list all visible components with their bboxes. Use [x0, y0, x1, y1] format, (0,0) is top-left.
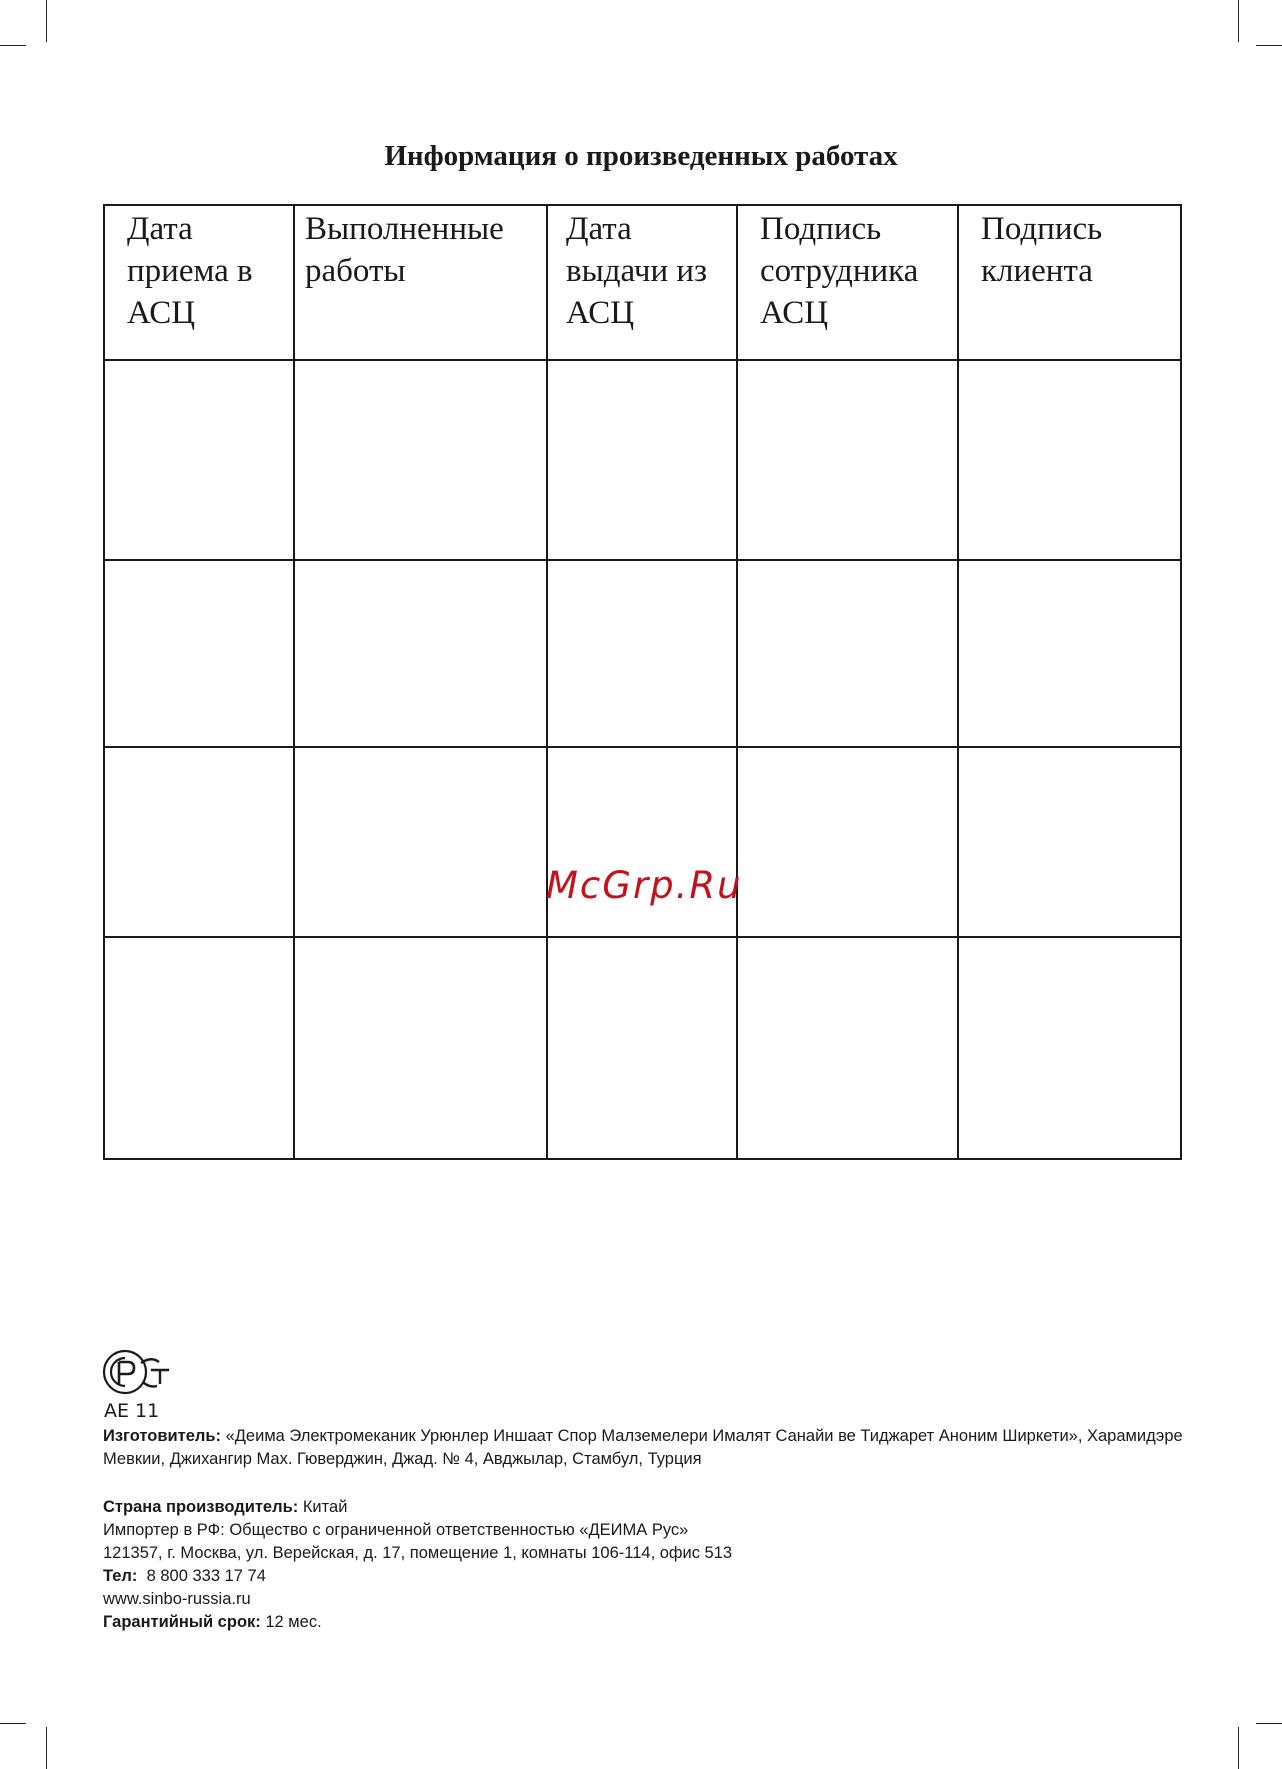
- crop-mark: [1256, 1723, 1282, 1724]
- country-label: Страна производитель:: [103, 1498, 299, 1516]
- table-cell[interactable]: [294, 747, 547, 937]
- table-cell[interactable]: [958, 560, 1181, 747]
- works-table: [103, 204, 1182, 1160]
- table-cell[interactable]: [547, 937, 737, 1159]
- phone-value: 8 800 333 17 74: [137, 1567, 266, 1585]
- manufacturer-line-2: Мевкии, Джихангир Мах. Гюверджин, Джад. № 4, Авджылар, Стамбул, Турция: [103, 1450, 702, 1468]
- pct-certification-icon: [101, 1346, 177, 1398]
- phone-line: [103, 1565, 1193, 1588]
- warranty-value: 12 мес.: [260, 1613, 322, 1631]
- table-cell[interactable]: [104, 560, 294, 747]
- header-work-done: Выполненные работы: [294, 205, 547, 360]
- manufacturer-line-1: [103, 1425, 1193, 1448]
- crop-mark: [1238, 0, 1239, 42]
- table-cell[interactable]: [294, 937, 547, 1159]
- table-cell[interactable]: [958, 937, 1181, 1159]
- table-cell[interactable]: [547, 747, 737, 937]
- certification-code: AE 11: [104, 1400, 160, 1422]
- table-row: [104, 937, 1181, 1159]
- country-value: Китай: [298, 1498, 348, 1516]
- table-cell[interactable]: [104, 360, 294, 560]
- country-line: [103, 1496, 1193, 1519]
- manufacturer-info: [103, 1425, 1193, 1634]
- table-cell[interactable]: [737, 360, 958, 560]
- warranty-label: Гарантийный срок:: [103, 1613, 261, 1631]
- header-staff-signature: Подпись сотрудника АСЦ: [737, 205, 958, 360]
- table-header-row: [104, 205, 1181, 360]
- crop-mark: [1256, 45, 1282, 46]
- table-row: [104, 560, 1181, 747]
- table-cell[interactable]: [547, 360, 737, 560]
- header-date-issued: Дата выдачи из АСЦ: [547, 205, 737, 360]
- watermark: McGrp.Ru: [546, 864, 743, 907]
- phone-label: Тел:: [103, 1567, 138, 1585]
- crop-mark: [0, 45, 26, 46]
- table-cell[interactable]: [737, 937, 958, 1159]
- header-date-received: Дата приема в АСЦ: [104, 205, 294, 360]
- address-line: 121357, г. Москва, ул. Верейская, д. 17, помещение 1, комнаты 106-114, офис 513: [103, 1544, 733, 1562]
- table-cell[interactable]: [547, 560, 737, 747]
- table-cell[interactable]: [737, 560, 958, 747]
- crop-mark: [46, 1727, 47, 1769]
- table-row: [104, 360, 1181, 560]
- table-cell[interactable]: [104, 937, 294, 1159]
- crop-mark: [0, 1723, 26, 1724]
- table-cell[interactable]: [294, 560, 547, 747]
- table-cell[interactable]: [958, 360, 1181, 560]
- warranty-line: [103, 1611, 1193, 1634]
- manufacturer-label: Изготовитель:: [103, 1427, 221, 1445]
- manufacturer-text: «Деима Электромеканик Урюнлер Иншаат Спор Малземелери Ималят Санайи ве Тиджарет Аноним Ширкети», Харамидэре: [221, 1427, 1183, 1445]
- header-client-signature: Подпись клиента: [958, 205, 1181, 360]
- crop-mark: [46, 0, 47, 42]
- page-title: Информация о произведенных работах: [384, 140, 898, 172]
- table-cell[interactable]: [737, 747, 958, 937]
- website-link[interactable]: www.sinbo-russia.ru: [103, 1590, 251, 1608]
- table-cell[interactable]: [294, 360, 547, 560]
- crop-mark: [1238, 1727, 1239, 1769]
- table-cell[interactable]: [104, 747, 294, 937]
- table-row: [104, 747, 1181, 937]
- importer-line: Импортер в РФ: Общество с ограниченной ответственностью «ДЕИМА Рус»: [103, 1521, 689, 1539]
- table-cell[interactable]: [958, 747, 1181, 937]
